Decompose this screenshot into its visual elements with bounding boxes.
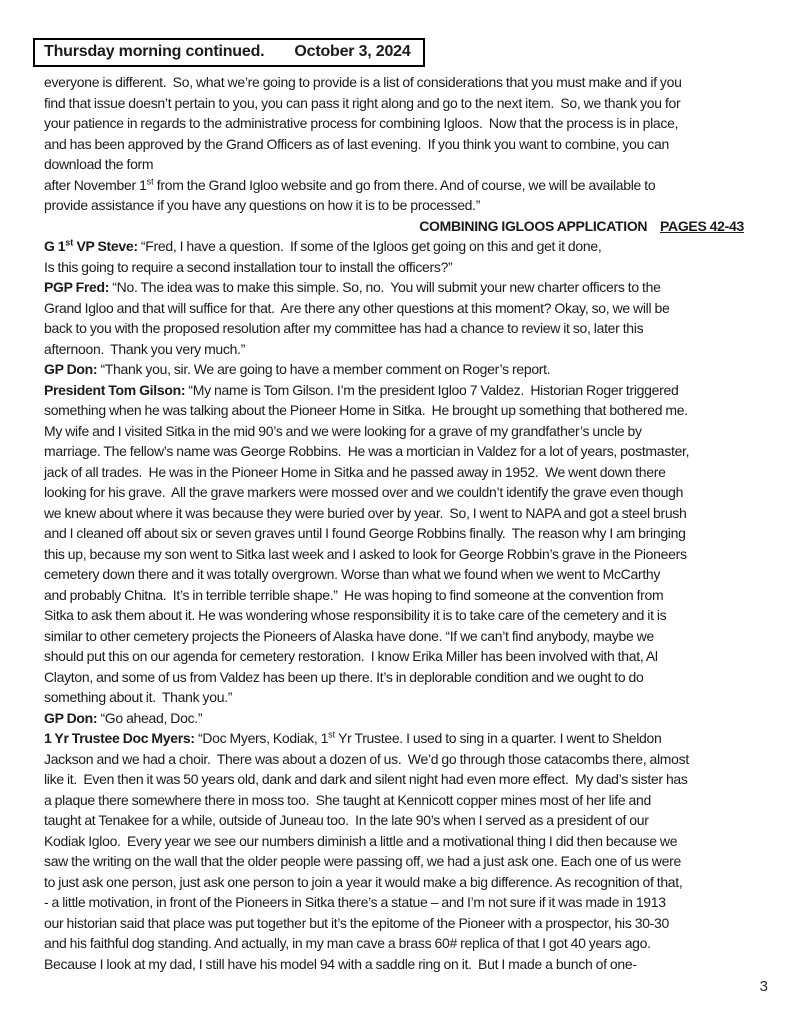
text-run: should put this on our agenda for cemetery restoration. I know Erika Miller has been involved with that, Al	[44, 648, 658, 664]
text-line	[44, 72, 756, 93]
text-run: from the Grand Igloo website and go from there. And of course, we will be available to	[153, 176, 656, 193]
text-line	[44, 359, 756, 380]
text-run-bold: COMBINING IGLOOS APPLICATION	[419, 217, 648, 234]
text-line	[44, 154, 756, 175]
text-line	[44, 810, 756, 831]
text-line	[44, 667, 756, 688]
text-run: we knew about where it was because they were buried over by year. So, I went to NAPA and got a steel brush	[44, 504, 687, 521]
text-line	[44, 93, 756, 114]
text-line	[44, 605, 756, 626]
header-title: Thursday morning continued.	[44, 43, 265, 60]
text-line	[44, 441, 756, 462]
text-run: your patience in regards to the administrative process for combining Igloos. Now that the process is in place,	[44, 115, 679, 131]
text-run: Yr Trustee. I used to sing in a quarter. I went to Sheldon	[335, 730, 662, 746]
text-run: “Thank you, sir. We are going to have a member comment on Roger’s report.	[97, 361, 551, 377]
text-run: - a little motivation, in front of the Pioneers in Sitka there’s a statue – and I’m not sure if it was made in 1913	[44, 894, 666, 910]
text-run-bold: G 1	[44, 238, 66, 254]
text-run: a plaque there somewhere there in moss too. She taught at Kennicott copper mines most of her life and	[44, 791, 651, 808]
text-line	[44, 851, 756, 872]
text-line	[44, 175, 756, 196]
text-run: saw the writing on the wall that the older people were passing off, we had a just ask one. Each one of us were	[44, 853, 681, 869]
text-run: jack of all trades. He was in the Pioneer Home in Sitka and he passed away in 1952. We went down there	[44, 463, 666, 480]
text-line	[44, 626, 756, 647]
text-run: Kodiak Igloo. Every year we see our numbers diminish a little and a motivational thing I did then because we	[44, 832, 678, 849]
text-line	[44, 421, 756, 442]
text-run-bold: VP Steve:	[73, 238, 138, 254]
text-run: find that issue doesn’t pertain to you, you can pass it right along and go to the next item. So, we thank you for	[44, 94, 681, 111]
text-run: and probably Chitna. It’s in terrible terrible shape.” He was hoping to find someone at the convention from	[44, 586, 664, 603]
text-run: “Go ahead, Doc.”	[97, 709, 203, 726]
text-run-bold: 1 Yr Trustee Doc Myers:	[44, 730, 195, 746]
text-line	[44, 482, 756, 503]
text-line	[44, 298, 756, 319]
text-line	[44, 892, 756, 913]
text-run: “Fred, I have a question. If some of the Igloos get going on this and get it done,	[137, 238, 602, 254]
text-run: Is this going to require a second installation tour to install the officers?”	[44, 258, 453, 275]
text-line	[44, 257, 756, 278]
text-line	[44, 318, 756, 339]
header-date: October 3, 2024	[294, 43, 411, 60]
text-run: “No. The idea was to make this simple. So, no. You will submit your new charter officers to the	[109, 279, 661, 295]
document-body	[44, 72, 756, 974]
text-run: marriage. The fellow’s name was George Robbins. He was a mortician in Valdez for a lot of years, postmaster,	[44, 443, 690, 459]
text-line	[44, 277, 756, 298]
text-run-bold: PAGES 42-43	[660, 217, 744, 234]
text-run: Sitka to ask them about it. He was wondering whose responsibility it is to take care of the cemetery and it is	[44, 607, 667, 623]
text-line	[44, 769, 756, 790]
header-box	[33, 38, 425, 67]
text-run-bold: st	[65, 237, 74, 248]
text-run: something when he was talking about the Pioneer Home in Sitka. He brought up something that bothered me.	[44, 402, 688, 418]
text-run: Clayton, and some of us from Valdez has been up there. It’s in deplorable condition and we ought to do	[44, 668, 644, 685]
text-run: this up, because my son went to Sitka last week and I asked to look for George Robbin’s grave in the Pioneers	[44, 545, 687, 562]
text-run-bold: President Tom Gilson:	[44, 381, 186, 398]
text-run: similar to other cemetery projects the Pioneers of Alaska have done. “If we can’t find anybody, maybe we	[44, 627, 654, 644]
text-line	[44, 544, 756, 565]
page-number: 3	[759, 978, 768, 995]
text-run: st	[328, 729, 336, 740]
text-run: download the form	[44, 156, 154, 172]
text-run: “My name is Tom Gilson. I’m the president Igloo 7 Valdez. Historian Roger triggered	[185, 381, 679, 398]
text-line	[44, 728, 756, 749]
text-line	[44, 564, 756, 585]
text-run: “Doc Myers, Kodiak, 1	[194, 730, 329, 746]
text-run: our historian said that place was put together but it’s the epitome of the Pioneer with a prospector, his 30-30	[44, 914, 670, 931]
text-line	[44, 646, 756, 667]
text-run-bold: GP Don:	[44, 709, 98, 726]
text-line	[44, 831, 756, 852]
text-run: afternoon. Thank you very much.”	[44, 340, 246, 357]
text-run: taught at Tenakee for a while, outside of Juneau too. In the late 90’s when I served as a president of our	[44, 812, 649, 828]
text-line	[44, 339, 756, 360]
text-line	[44, 790, 756, 811]
text-run-bold: PGP Fred:	[44, 279, 110, 295]
text-line	[44, 954, 756, 975]
text-line	[44, 216, 756, 237]
text-run: Jackson and we had a choir. There was about a dozen of us. We’d go through those catacombs there, almost	[44, 750, 689, 767]
text-run: back to you with the proposed resolution after my committee has had a chance to review it so, later this	[44, 320, 644, 336]
text-run: to just ask one person, just ask one person to join a year it would make a big difference. As recognition of that,	[44, 873, 683, 890]
text-line	[44, 113, 756, 134]
text-run: looking for his grave. All the grave markers were mossed over and we couldn’t identify the grave even though	[44, 484, 684, 500]
text-run-bold	[647, 218, 660, 234]
text-run: and I cleaned off about six or seven graves until I found George Robbins finally. The reason why I am bringing	[44, 525, 686, 541]
text-run: like it. Even then it was 50 years old, dank and dark and silent night had even more effect. My dad’s sister has	[44, 771, 688, 787]
text-run: something about it. Thank you.”	[44, 689, 233, 705]
text-run-bold: GP Don:	[44, 361, 98, 377]
text-run: Grand Igloo and that will suffice for that. Are there any other questions at this moment? Okay, so, we will be	[44, 299, 670, 316]
text-line	[44, 134, 756, 155]
text-line	[44, 872, 756, 893]
text-run: and his faithful dog standing. And actually, in my man cave a brass 60# replica of that I got 40 years ago.	[44, 935, 651, 951]
text-line	[44, 400, 756, 421]
text-run: Because I look at my dad, I still have his model 94 with a saddle ring on it. But I made a bunch of one-	[44, 955, 637, 972]
text-line	[44, 708, 756, 729]
text-line	[44, 236, 756, 257]
text-run: st	[146, 175, 154, 186]
text-line	[44, 687, 756, 708]
text-line	[44, 503, 756, 524]
text-line	[44, 523, 756, 544]
text-line	[44, 195, 756, 216]
text-run: everyone is different. So, what we’re going to provide is a list of considerations that you must make and if you	[44, 74, 682, 90]
text-run: and has been approved by the Grand Officers as of last evening. If you think you want to combine, you can	[44, 135, 669, 152]
text-line	[44, 462, 756, 483]
text-line	[44, 933, 756, 954]
text-run: cemetery down there and it was totally overgrown. Worse than what we found when we went to McCarthy	[44, 566, 661, 582]
text-run: My wife and I visited Sitka in the mid 90’s and we were looking for a grave of my grandfather’s uncle by	[44, 422, 642, 439]
text-run: provide assistance if you have any questions on how it is to be processed.”	[44, 197, 481, 213]
text-line	[44, 913, 756, 934]
text-run: after November 1	[44, 176, 147, 193]
text-line	[44, 380, 756, 401]
text-line	[44, 585, 756, 606]
text-line	[44, 749, 756, 770]
